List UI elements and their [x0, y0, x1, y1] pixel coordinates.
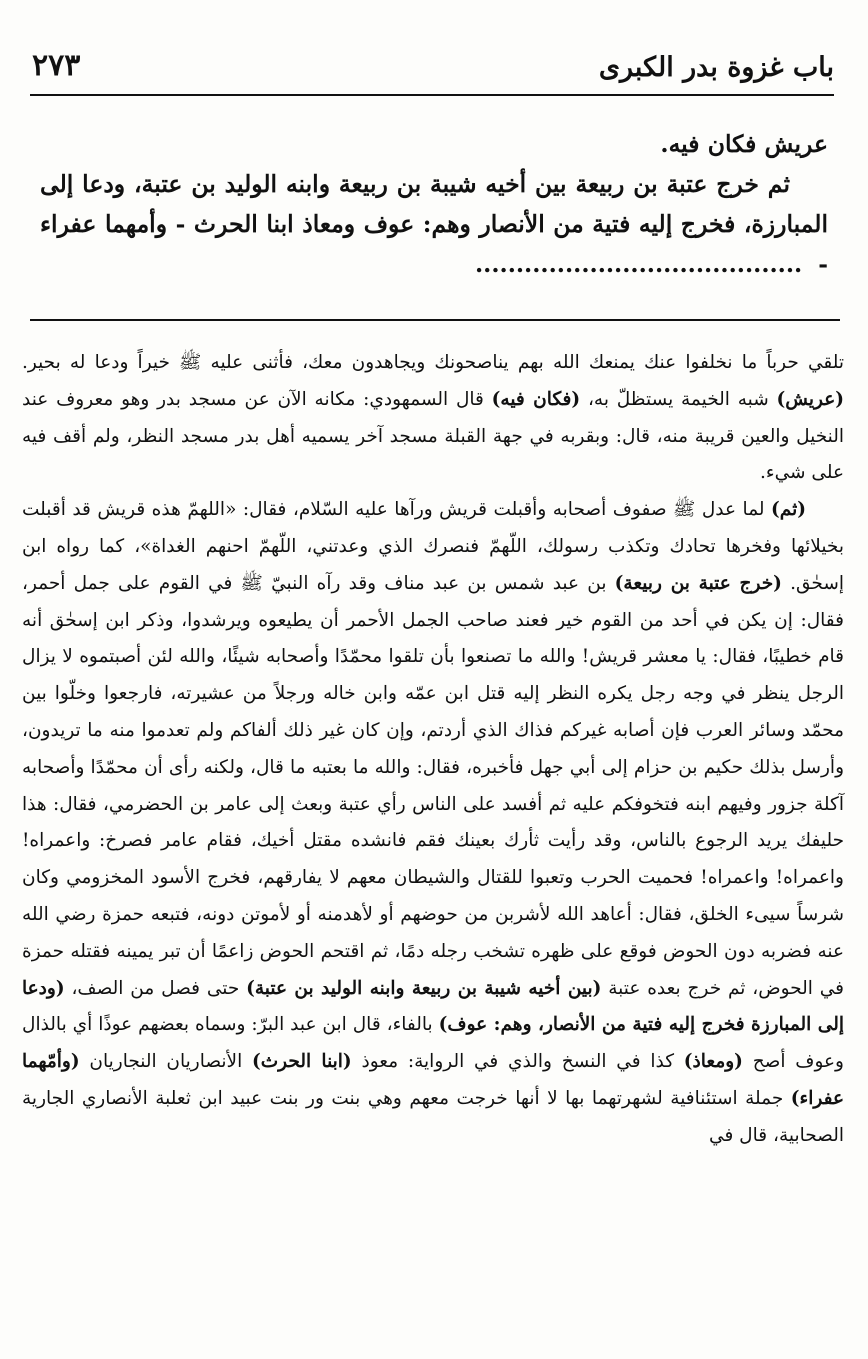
bold-quote-segment: (خرج عتبة بن ربيعة): [614, 572, 782, 594]
text-segment: جملة استئنافية لشهرتهما بها لا أنها خرجت معهم وهي بنت ور بنت عبيد ابن ثعلبة الأنصاري الجارية الصحابية، قال في: [22, 1087, 844, 1146]
bold-quote-segment: (فكان فيه): [491, 388, 581, 410]
bold-quote-segment: (ثم): [771, 499, 806, 521]
bold-quote-segment: (ومعاذ): [683, 1051, 743, 1073]
text-segment: كذا في النسخ والذي في الرواية: معوذ: [351, 1051, 684, 1073]
header-rule: [30, 94, 834, 96]
main-text: [40, 124, 828, 284]
text-segment: حتى فصل من الصف،: [64, 977, 247, 999]
text-segment: بن عبد شمس بن عبد مناف وقد رآه النبيّ ﷺ في القوم على جمل أحمر، فقال: إن يكن في أحد من القوم خير فعند صاحب الجمل الأحمر أن يطيعوه ويرشدوا، وذكر ابن إسحٰق أنه قام خطيبًا، فقال: يا معشر قريش! والله ما تصنعوا بأن تلقوا محمّدًا وأصحابه شيئًا، والله لئن أصبتموه لا يزال الرجل ينظر في وجه رجل يكره النظر إليه قتل ابن عمّه وابن خاله ورجلاً من عشيرته، فارجعوا وخلّوا بين محمّد وسائر العرب فإن أصابه غيركم فذاك الذي أردتم، وإن كان غير ذلك ألفاكم ولم تعدموا منه ما تريدون، وأرسل بذلك حكيم بن حزام إلى أبي جهل فأخبره، فقال: والله ما بعتبه ما قال، ولكنه رأى أن محمّدًا وأصحابه آكلة جزور وفيهم ابنه فتخوفكم عليه ثم أفسد على الناس رأي عتبة وبعث إلى عامر بن الحضرمي، فقال: هذا حليفك يريد الرجوع بالناس، وقد رأيت ثأرك بعينك فقم فانشده مقتل أخيك، فقام عامر فصرخ: واعمراه! واعمراه! واعمراه! فحميت الحرب وتعبوا للقتال والشيطان معهم لا يفارقهم، فخرج الأسود المخزومي وكان شرساً سيىء الخلق، فقال: أعاهد الله لأشربن من حوضهم أو لأهدمنه أو لأموتن دونه، فتبعه حمزة رضي الله عنه فضربه دون الحوض فوقع على ظهره تشخب رجله دمًا، ثم اقتحم الحوض زاعمًا أن تبر يمينه فقتله حمزة في الحوض، ثم خرج بعده عتبة: [22, 572, 845, 999]
ellipsis-dots: ........................................: [474, 250, 803, 278]
commentary-paragraph-2: [22, 492, 844, 1154]
commentary-text: [22, 345, 844, 1155]
page-number: ٢٧٣: [32, 48, 81, 83]
bold-quote-segment: (عريش): [776, 388, 845, 410]
separator-rule: [30, 319, 840, 321]
text-segment: قال السمهودي: مكانه الآن عن مسجد بدر وهو معروف عند النخيل والعين قريبة منه، قال: وبقربه في جهة القبلة مسجد آخر يسميه أهل بدر مسجد النظر، ولم أقف فيه على شيء.: [22, 388, 844, 484]
bold-quote-segment: (ودعا إلى المبارزة فخرج إليه فتية من الأنصار، وهم: عوف): [22, 977, 844, 1036]
bold-quote-segment: (بين أخيه شيبة بن ربيعة وابنه الوليد بن عتبة): [246, 977, 602, 999]
text-segment: بالفاء، قال ابن عبد البرّ: وسماه بعضهم عوذًا أي بالذال وعوف أصح: [22, 1014, 844, 1073]
text-segment: تلقي حرباً ما نخلفوا عنك يمنعك الله بهم يناصحونك ويجاهدون معك، فأثنى عليه ﷺ خيراً ودعا له بحير.: [22, 352, 844, 373]
main-text-body: ثم خرج عتبة بن ربيعة بين أخيه شيبة بن ربيعة وابنه الوليد بن عتبة، ودعا إلى المبارزة، فخرج إليه فتية من الأنصار وهم: عوف ومعاذ ابنا الحرث - وأمهما عفراء -: [40, 170, 828, 278]
page-header: [30, 48, 834, 90]
main-text-line: عريش فكان فيه.: [660, 130, 828, 158]
bold-quote-segment: (ابنا الحرث): [252, 1051, 352, 1073]
text-segment: الأنصاريان النجاريان: [79, 1051, 252, 1073]
chapter-title: باب غزوة بدر الكبرى: [598, 52, 834, 83]
text-segment: شبه الخيمة يستظلّ به،: [580, 388, 777, 410]
main-text-paragraph: [40, 164, 828, 284]
bold-quote-segment: (وأمّهما عفراء): [22, 1051, 844, 1109]
text-segment: لما عدل ﷺ صفوف أصحابه وأقبلت قريش ورآها عليه السّلام، فقال: «اللهمّ هذه قريش قد أقبلت بخيلائها وفخرها تحادك وتكذب رسولك، اللّهمّ فنصرك الذي وعدتني، اللّهمّ احنهم الغداة»، كما رواه ابن إسحٰق.: [22, 499, 844, 594]
commentary-paragraph-1: [22, 345, 844, 492]
